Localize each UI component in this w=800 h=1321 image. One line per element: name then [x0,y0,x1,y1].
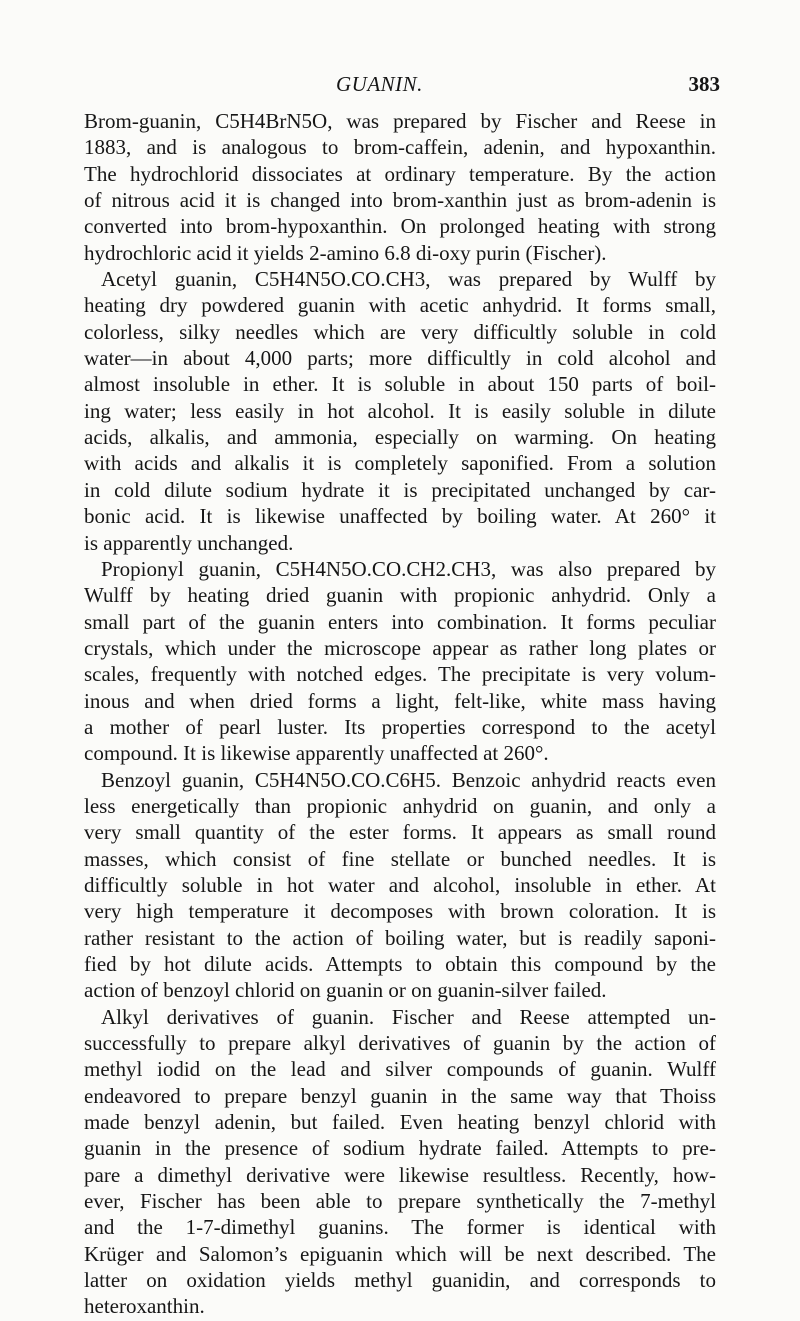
text-line: Alkyl derivatives of guanin. Fischer and Reese attempted un- [101,1004,716,1029]
text-line: Wulff by heating dried guanin with propionic anhydrid. Only a [84,583,716,608]
text-line: masses, which consist of fine stellate or bunched needles. It is [84,846,716,871]
text-line: successfully to prepare alkyl derivatives of guanin by the action of [84,1031,716,1056]
text-line: Krüger and Salomon’s epiguanin which will be next described. The [84,1241,716,1266]
text-line: pare a dimethyl derivative were likewise resultless. Recently, how- [84,1162,716,1187]
text-line: converted into brom-hypoxanthin. On prolonged heating with strong [84,214,716,239]
text-line: a mother of pearl luster. Its properties correspond to the acetyl [84,714,716,739]
text-line: Acetyl guanin, C5H4N5O.CO.CH3, was prepared by Wulff by [101,267,716,292]
text-line: small part of the guanin enters into combination. It forms peculiar [84,609,716,634]
running-head [0,72,800,102]
text-line: guanin in the presence of sodium hydrate failed. Attempts to pre- [84,1136,716,1161]
text-line: very small quantity of the ester forms. It appears as small round [84,820,716,845]
text-line: 1883, and is analogous to brom-caffein, adenin, and hypoxanthin. [84,135,716,160]
text-line: made benzyl adenin, but failed. Even heating benzyl chlorid with [84,1110,716,1135]
text-line: colorless, silky needles which are very difficultly soluble in cold [84,319,716,344]
text-line: heteroxanthin. [84,1294,205,1319]
text-line: crystals, which under the microscope appear as rather long plates or [84,635,716,660]
text-line: latter on oxidation yields methyl guanidin, and corresponds to [84,1268,716,1293]
text-line: almost insoluble in ether. It is soluble in about 150 parts of boil- [84,372,716,397]
text-line: rather resistant to the action of boiling water, but is readily saponi- [84,925,716,950]
text-line: less energetically than propionic anhydrid on guanin, and only a [84,793,716,818]
text-line: in cold dilute sodium hydrate it is precipitated unchanged by car- [84,477,716,502]
running-title: GUANIN. [336,72,423,96]
text-line: The hydrochlorid dissociates at ordinary temperature. By the action [84,161,716,186]
text-line: and the 1-7-dimethyl guanins. The former is identical with [84,1215,716,1240]
text-line: difficultly soluble in hot water and alcohol, insoluble in ether. At [84,872,716,897]
text-line: fied by hot dilute acids. Attempts to obtain this compound by the [84,952,716,976]
text-line: of nitrous acid it is changed into brom-xanthin just as brom-adenin is [84,188,716,213]
page-number: 383 [688,72,720,96]
text-line: ever, Fischer has been able to prepare synthetically the 7-methyl [84,1189,716,1214]
text-line: bonic acid. It is likewise unaffected by boiling water. At 260° it [84,504,716,529]
text-line: inous and when dried forms a light, felt-like, white mass having [84,688,716,713]
text-line: acids, alkalis, and ammonia, especially on warming. On heating [84,425,716,450]
text-line: ing water; less easily in hot alcohol. It is easily soluble in dilute [84,398,716,423]
text-line: compound. It is likewise apparently unaffected at 260°. [84,741,549,766]
text-line: endeavored to prepare benzyl guanin in the same way that Thoiss [84,1083,716,1108]
text-line: Benzoyl guanin, C5H4N5O.CO.C6H5. Benzoic anhydrid reacts even [101,767,716,792]
text-line: action of benzoyl chlorid on guanin or on guanin-silver failed. [84,978,607,1003]
text-line: hydrochloric acid it yields 2-amino 6.8 di-oxy purin (Fischer). [84,240,607,265]
text-line: scales, frequently with notched edges. The precipitate is very volum- [84,662,716,687]
text-line: is apparently unchanged. [84,530,294,555]
text-line: heating dry powdered guanin with acetic anhydrid. It forms small, [84,293,716,318]
text-line: Propionyl guanin, C5H4N5O.CO.CH2.CH3, was also prepared by [101,556,716,581]
text-line: very high temperature it decomposes with brown coloration. It is [84,899,716,924]
text-line: with acids and alkalis it is completely saponified. From a solution [84,451,716,476]
body-text [84,108,716,1320]
text-line: water—in about 4,000 parts; more difficultly in cold alcohol and [84,346,716,371]
text-line: methyl iodid on the lead and silver compounds of guanin. Wulff [84,1057,716,1082]
text-line: Brom-guanin, C5H4BrN5O, was prepared by Fischer and Reese in [84,109,716,133]
